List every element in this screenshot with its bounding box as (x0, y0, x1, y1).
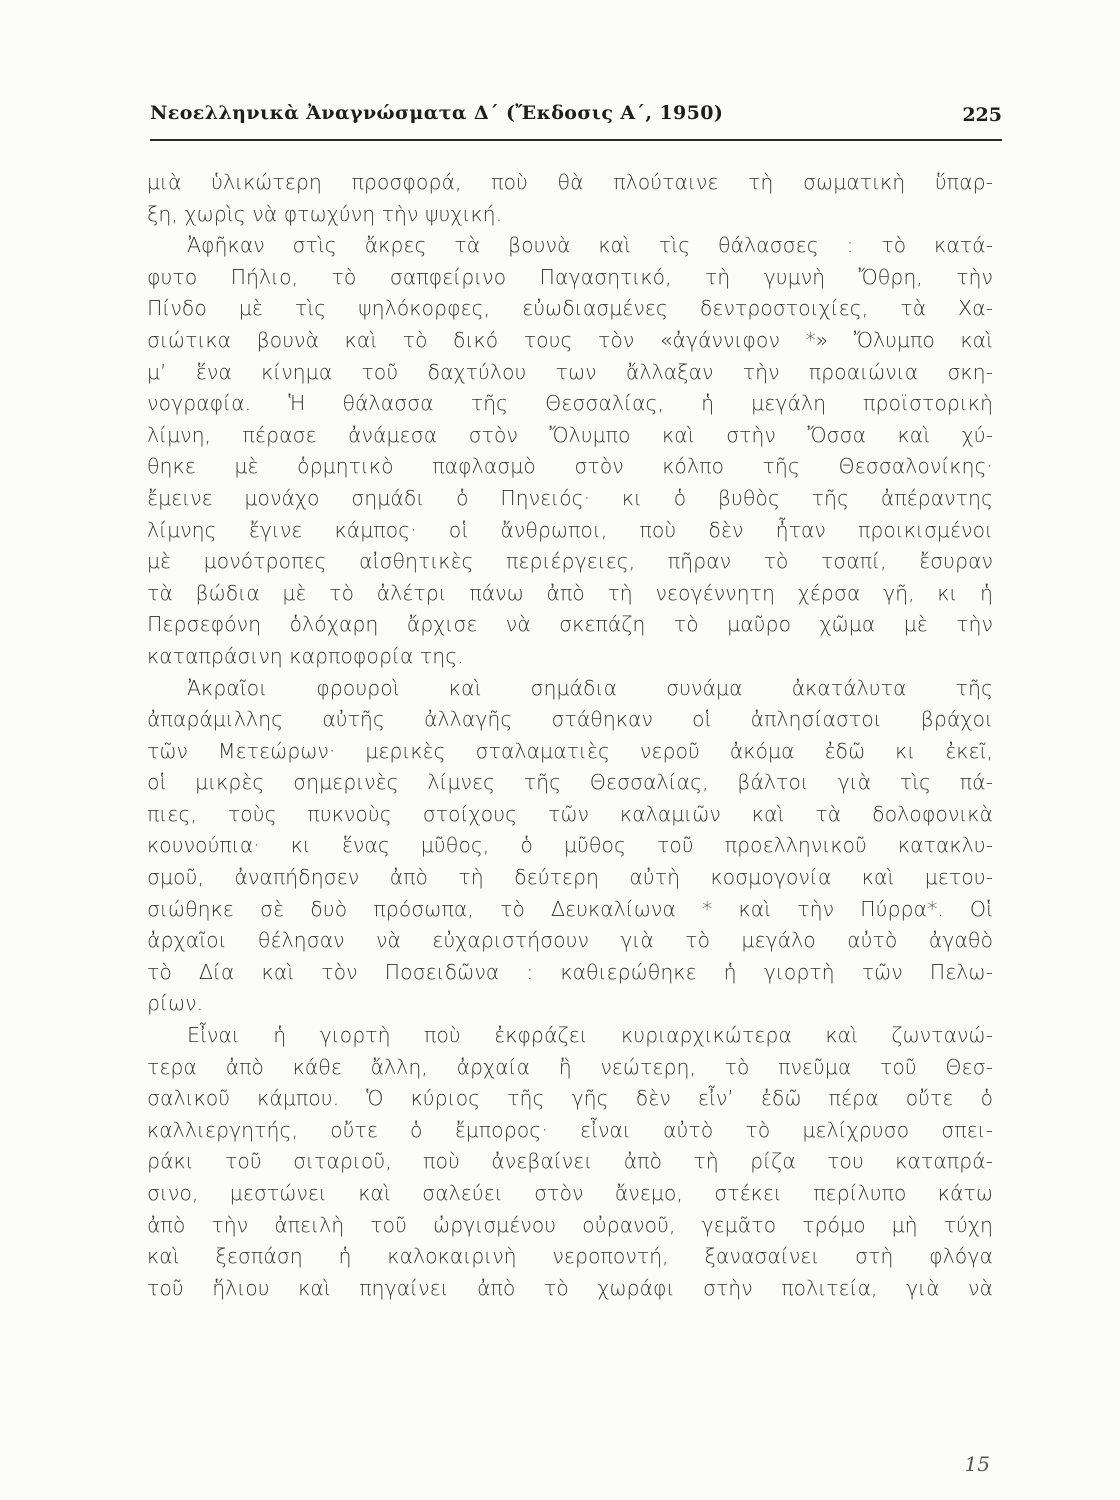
text-line: σινο, μεστώνει καὶ σαλεύει στὸν ἄνεμο, στέκει περίλυπο κάτω (147, 1181, 993, 1205)
text-line: καταπράσινη καρποφορία της. (147, 643, 464, 668)
text-line: Ἀκραῖοι φρουροὶ καὶ σημάδια συνάμα ἀκατάλυτα τῆς (187, 675, 993, 700)
text-line: οἱ μικρὲς σημερινὲς λίμνες τῆς Θεσσαλίας, βάλτοι γιὰ τὶς πά- (147, 770, 993, 795)
text-line: θηκε μὲ ὁρμητικὸ παφλασμὸ στὸν κόλπο τῆς Θεσσαλονίκης· (147, 454, 993, 479)
text-line: καλλιεργητής, οὔτε ὁ ἔμπορος· εἶναι αὐτὸ τὸ μελίχρυσο σπει- (147, 1117, 993, 1142)
text-line: ράκι τοῦ σιταριοῦ, ποὺ ἀνεβαίνει ἀπὸ τὴ ρίζα του καταπρά- (147, 1149, 993, 1174)
running-head: Νεοελληνικὰ Ἀναγνώσματα Δ΄ (Ἔκδοσις Α΄, 1950) (150, 102, 724, 124)
text-line: Πίνδο μὲ τὶς ψηλόκορφες, εὐωδιασμένες δεντροστοιχίες, τὰ Χα- (147, 296, 993, 321)
text-line: σιώθηκε σὲ δυὸ πρόσωπα, τὸ Δευκαλίωνα * καὶ τὴν Πύρρα*. Οἱ (147, 896, 993, 921)
text-line: καὶ ξεσπάση ἡ καλοκαιρινὴ νεροποντή, ξανασαίνει στὴ φλόγα (147, 1244, 993, 1269)
text-line: σιώτικα βουνὰ καὶ τὸ δικό τους τὸν «ἀγάννιφον *» Ὄλυμπο καὶ (147, 327, 993, 352)
text-line: τὰ βώδια μὲ τὸ ἀλέτρι πάνω ἀπὸ τὴ νεογέννητη χέρσα γῆ, κι ἡ (147, 580, 993, 605)
text-line: φυτο Πήλιο, τὸ σαπφείρινο Παγασητικό, τὴ γυμνὴ Ὄθρη, τὴν (147, 264, 993, 289)
text-line: ἔμεινε μονάχο σημάδι ὁ Πηνειός· κι ὁ βυθὸς τῆς ἀπέραντης (147, 485, 993, 510)
page-number: 225 (962, 104, 1002, 126)
text-line: σαλικοῦ κάμπου. Ὁ κύριος τῆς γῆς δὲν εἶν’ ἐδῶ πέρα οὔτε ὁ (147, 1086, 993, 1111)
text-line: μιὰ ὑλικώτερη προσφορά, ποὺ θὰ πλούταινε τὴ σωματικὴ ὕπαρ- (147, 170, 993, 194)
text-line: Εἶναι ἡ γιορτὴ ποὺ ἐκφράζει κυριαρχικώτερα καὶ ζωντανώ- (187, 1023, 993, 1048)
text-line: Περσεφόνη ὁλόχαρη ἄρχισε νὰ σκεπάζη τὸ μαῦρο χῶμα μὲ τὴν (147, 612, 993, 637)
text-line: τερα ἀπὸ κάθε ἄλλη, ἀρχαία ἢ νεώτερη, τὸ πνεῦμα τοῦ Θεσ- (147, 1054, 993, 1079)
text-line: ἀπαράμιλλης αὐτῆς ἀλλαγῆς στάθηκαν οἱ ἀπλησίαστοι βράχοι (147, 707, 993, 732)
text-line: ρίων. (147, 991, 204, 1016)
text-line: Ἀφῆκαν στὶς ἄκρες τὰ βουνὰ καὶ τὶς θάλασσες : τὸ κατά- (187, 233, 993, 258)
header-rule (150, 139, 1002, 141)
page-header (150, 96, 1002, 136)
text-line: μ’ ἕνα κίνημα τοῦ δαχτύλου των ἄλλαξαν τὴν προαιώνια σκη- (147, 359, 993, 384)
text-line: μὲ μονότροπες αἰσθητικὲς περιέργειες, πῆραν τὸ τσαπί, ἔσυραν (147, 549, 993, 574)
text-line: ἀρχαῖοι θέλησαν νὰ εὐχαριστήσουν γιὰ τὸ μεγάλο αὐτὸ ἀγαθὸ (147, 928, 993, 953)
text-line: λίμνης ἔγινε κάμπος· οἱ ἄνθρωποι, ποὺ δὲν ἦταν προικισμένοι (147, 517, 993, 542)
text-line: τῶν Μετεώρων· μερικὲς σταλαματιὲς νεροῦ ἀκόμα ἐδῶ κι ἐκεῖ, (147, 738, 993, 763)
text-line: σμοῦ, ἀναπήδησεν ἀπὸ τὴ δεύτερη αὐτὴ κοσμογονία καὶ μετου- (147, 865, 993, 890)
text-line: τὸ Δία καὶ τὸν Ποσειδῶνα : καθιερώθηκε ἡ γιορτὴ τῶν Πελω- (147, 959, 993, 984)
text-line: τοῦ ἥλιου καὶ πηγαίνει ἀπὸ τὸ χωράφι στὴν πολιτεία, γιὰ νὰ (147, 1275, 993, 1300)
text-line: ξη, χωρὶς νὰ φτωχύνη τὴν ψυχική. (147, 201, 503, 226)
signature-mark: 15 (964, 1452, 990, 1476)
text-line: κουνούπια· κι ἕνας μῦθος, ὁ μῦθος τοῦ προελληνικοῦ κατακλυ- (147, 833, 993, 858)
text-line: ἀπὸ τὴν ἀπειλὴ τοῦ ὠργισμένου οὐρανοῦ, γεμᾶτο τρόμο μὴ τύχη (147, 1212, 993, 1237)
text-line: νογραφία. Ἡ θάλασσα τῆς Θεσσαλίας, ἡ μεγάλη προϊστορικὴ (147, 391, 993, 416)
body-text (147, 167, 993, 1304)
text-line: πιες, τοὺς πυκνοὺς στοίχους τῶν καλαμιῶν καὶ τὰ δολοφονικὰ (147, 801, 993, 826)
text-line: λίμνη, πέρασε ἀνάμεσα στὸν Ὄλυμπο καὶ στὴν Ὄσσα καὶ χύ- (147, 422, 993, 447)
